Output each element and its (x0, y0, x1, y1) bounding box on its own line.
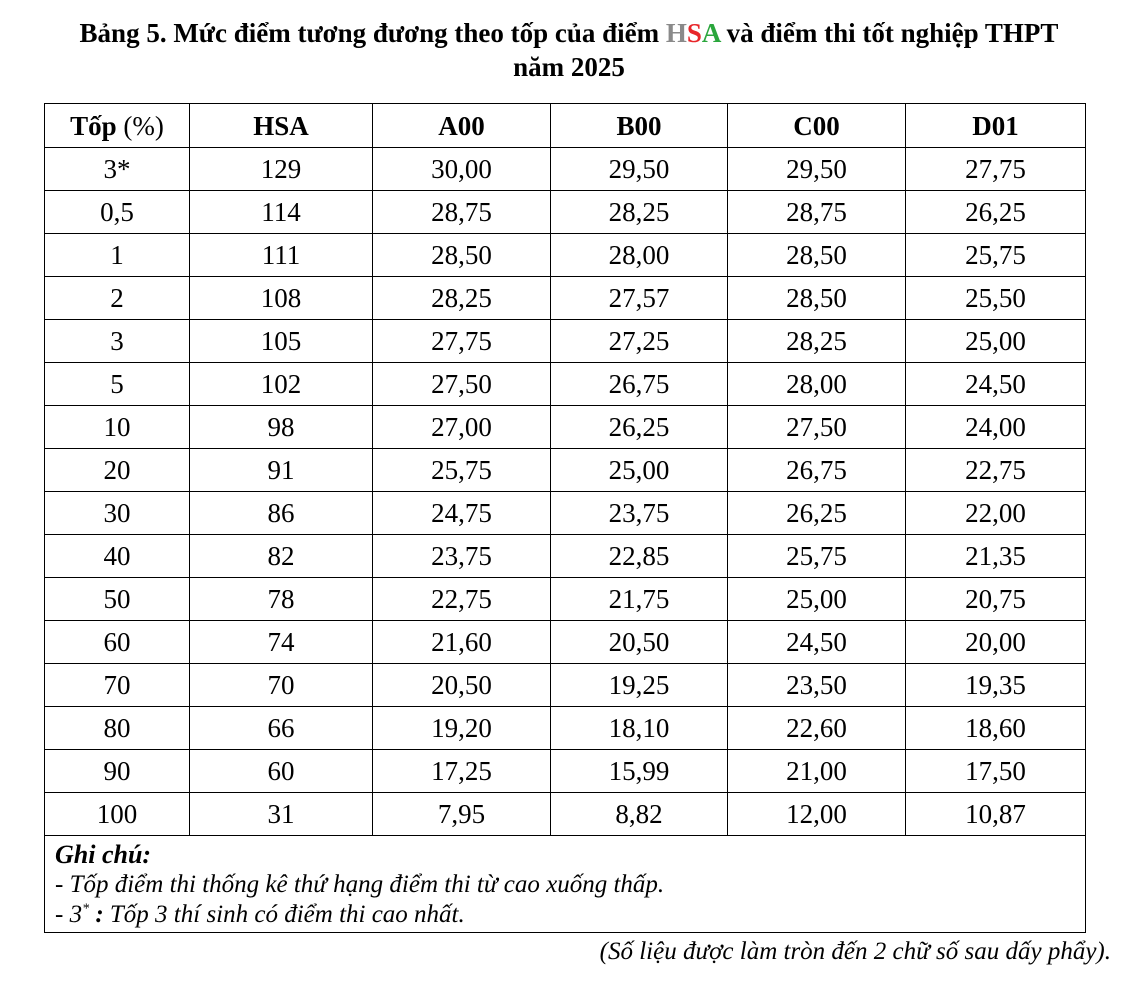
cell-b00: 25,00 (551, 449, 728, 492)
cell-a00: 20,50 (373, 664, 551, 707)
cell-hsa: 82 (190, 535, 373, 578)
title-hsa-s: S (686, 18, 702, 48)
notes-row (45, 836, 1086, 933)
table-body (45, 148, 1086, 836)
cell-d01: 25,00 (906, 320, 1086, 363)
cell-c00: 28,50 (728, 234, 906, 277)
header-top-unit: (%) (123, 110, 164, 141)
table-row (45, 363, 1086, 406)
cell-d01: 24,00 (906, 406, 1086, 449)
cell-a00: 24,75 (373, 492, 551, 535)
table-row (45, 449, 1086, 492)
cell-top: 80 (45, 707, 190, 750)
cell-a00: 30,00 (373, 148, 551, 191)
cell-top: 20 (45, 449, 190, 492)
cell-c00: 27,50 (728, 406, 906, 449)
cell-top: 40 (45, 535, 190, 578)
cell-a00: 28,25 (373, 277, 551, 320)
header-hsa: HSA (190, 104, 373, 148)
cell-c00: 26,25 (728, 492, 906, 535)
cell-top: 70 (45, 664, 190, 707)
note-line-2 (55, 900, 1085, 930)
cell-a00: 27,00 (373, 406, 551, 449)
cell-a00: 27,75 (373, 320, 551, 363)
cell-b00: 8,82 (551, 793, 728, 836)
table-row (45, 707, 1086, 750)
cell-c00: 25,75 (728, 535, 906, 578)
cell-b00: 28,00 (551, 234, 728, 277)
title-suffix: và điểm thi tốt nghiệp THPT (719, 18, 1059, 48)
title-line-2: năm 2025 (513, 52, 625, 82)
header-c00: C00 (728, 104, 906, 148)
cell-c00: 21,00 (728, 750, 906, 793)
cell-a00: 28,50 (373, 234, 551, 277)
cell-b00: 20,50 (551, 621, 728, 664)
table-row (45, 578, 1086, 621)
table-row (45, 664, 1086, 707)
note-line-2-text: Tốp 3 thí sinh có điểm thi cao nhất. (109, 901, 465, 928)
cell-c00: 25,00 (728, 578, 906, 621)
cell-b00: 28,25 (551, 191, 728, 234)
cell-d01: 25,75 (906, 234, 1086, 277)
cell-a00: 27,50 (373, 363, 551, 406)
cell-d01: 27,75 (906, 148, 1086, 191)
cell-top: 2 (45, 277, 190, 320)
cell-b00: 26,25 (551, 406, 728, 449)
cell-hsa: 108 (190, 277, 373, 320)
note-line-2-sup: * (82, 901, 90, 917)
cell-d01: 22,75 (906, 449, 1086, 492)
table-row (45, 793, 1086, 836)
cell-a00: 21,60 (373, 621, 551, 664)
cell-c00: 28,00 (728, 363, 906, 406)
cell-a00: 7,95 (373, 793, 551, 836)
cell-b00: 27,25 (551, 320, 728, 363)
cell-top: 30 (45, 492, 190, 535)
table-row (45, 621, 1086, 664)
cell-top: 90 (45, 750, 190, 793)
cell-hsa: 86 (190, 492, 373, 535)
cell-top: 3* (45, 148, 190, 191)
cell-top: 60 (45, 621, 190, 664)
table-row (45, 234, 1086, 277)
header-row (45, 104, 1086, 148)
cell-hsa: 78 (190, 578, 373, 621)
notes-cell (45, 836, 1086, 933)
cell-hsa: 98 (190, 406, 373, 449)
cell-b00: 29,50 (551, 148, 728, 191)
cell-b00: 26,75 (551, 363, 728, 406)
table-row (45, 406, 1086, 449)
cell-d01: 18,60 (906, 707, 1086, 750)
cell-c00: 23,50 (728, 664, 906, 707)
cell-a00: 17,25 (373, 750, 551, 793)
cell-hsa: 129 (190, 148, 373, 191)
cell-top: 100 (45, 793, 190, 836)
table-row (45, 492, 1086, 535)
cell-c00: 22,60 (728, 707, 906, 750)
cell-b00: 18,10 (551, 707, 728, 750)
page-title (0, 16, 1138, 84)
cell-b00: 22,85 (551, 535, 728, 578)
cell-hsa: 114 (190, 191, 373, 234)
cell-b00: 21,75 (551, 578, 728, 621)
cell-a00: 22,75 (373, 578, 551, 621)
header-top-label: Tốp (70, 110, 117, 141)
table-row (45, 277, 1086, 320)
cell-c00: 28,50 (728, 277, 906, 320)
cell-d01: 26,25 (906, 191, 1086, 234)
cell-hsa: 60 (190, 750, 373, 793)
cell-hsa: 31 (190, 793, 373, 836)
cell-c00: 24,50 (728, 621, 906, 664)
cell-hsa: 111 (190, 234, 373, 277)
title-hsa-h: H (665, 18, 687, 48)
cell-c00: 12,00 (728, 793, 906, 836)
header-a00: A00 (373, 104, 551, 148)
footnote: (Số liệu được làm tròn đến 2 chữ số sau dấy phẩy). (599, 938, 1111, 965)
cell-b00: 27,57 (551, 277, 728, 320)
note-line-1: - Tốp điểm thi thống kê thứ hạng điểm thi từ cao xuống thấp. (55, 871, 665, 898)
title-hsa-a: A (701, 18, 720, 48)
title-line-1 (0, 16, 1138, 50)
cell-d01: 24,50 (906, 363, 1086, 406)
header-b00: B00 (551, 104, 728, 148)
cell-d01: 25,50 (906, 277, 1086, 320)
cell-top: 10 (45, 406, 190, 449)
header-d01: D01 (906, 104, 1086, 148)
cell-d01: 20,00 (906, 621, 1086, 664)
note-line-2-colon: : (89, 901, 110, 928)
cell-c00: 29,50 (728, 148, 906, 191)
score-table (44, 103, 1086, 933)
cell-a00: 25,75 (373, 449, 551, 492)
cell-top: 1 (45, 234, 190, 277)
cell-a00: 23,75 (373, 535, 551, 578)
table-row (45, 535, 1086, 578)
cell-d01: 22,00 (906, 492, 1086, 535)
cell-d01: 21,35 (906, 535, 1086, 578)
cell-c00: 28,75 (728, 191, 906, 234)
cell-c00: 28,25 (728, 320, 906, 363)
notes-heading: Ghi chú: (55, 840, 152, 869)
cell-d01: 17,50 (906, 750, 1086, 793)
table-row (45, 320, 1086, 363)
cell-b00: 15,99 (551, 750, 728, 793)
table-row (45, 191, 1086, 234)
cell-top: 50 (45, 578, 190, 621)
cell-hsa: 70 (190, 664, 373, 707)
cell-c00: 26,75 (728, 449, 906, 492)
cell-d01: 19,35 (906, 664, 1086, 707)
cell-b00: 19,25 (551, 664, 728, 707)
cell-hsa: 102 (190, 363, 373, 406)
note-line-2-prefix: - 3 (55, 901, 83, 928)
cell-hsa: 66 (190, 707, 373, 750)
cell-a00: 19,20 (373, 707, 551, 750)
cell-b00: 23,75 (551, 492, 728, 535)
cell-top: 0,5 (45, 191, 190, 234)
cell-hsa: 105 (190, 320, 373, 363)
table-row (45, 750, 1086, 793)
header-top (45, 104, 190, 148)
cell-hsa: 91 (190, 449, 373, 492)
cell-d01: 20,75 (906, 578, 1086, 621)
cell-hsa: 74 (190, 621, 373, 664)
table-row (45, 148, 1086, 191)
cell-a00: 28,75 (373, 191, 551, 234)
cell-top: 5 (45, 363, 190, 406)
cell-top: 3 (45, 320, 190, 363)
title-prefix: Bảng 5. Mức điểm tương đương theo tốp của điểm (79, 18, 666, 48)
cell-d01: 10,87 (906, 793, 1086, 836)
